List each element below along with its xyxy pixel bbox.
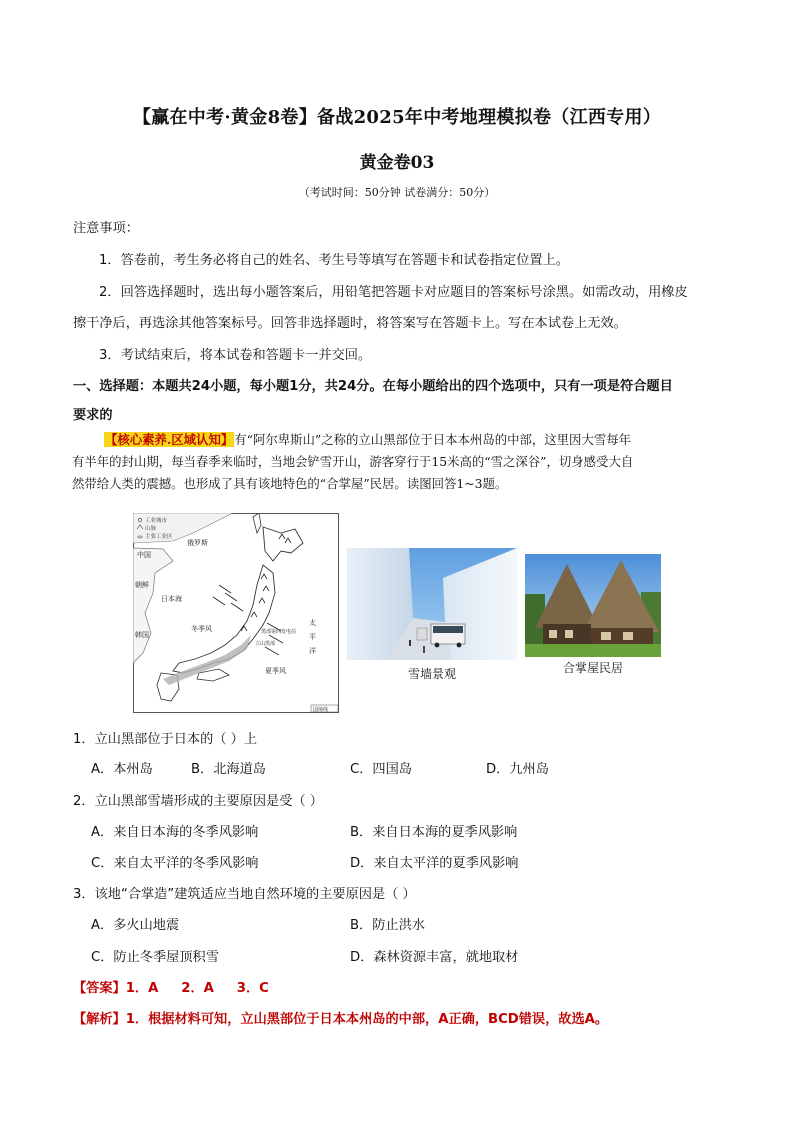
japan-map [133, 513, 339, 713]
answer-label: 【答案】 [73, 981, 126, 996]
label-winter-monsoon: 冬季风 [191, 625, 212, 633]
label-china: 中国 [137, 551, 151, 559]
page-title: 【赢在中考·黄金8卷】备战2025年中考地理模拟卷（江西专用） [132, 107, 662, 128]
q1-option-c: C．四国岛 [350, 762, 412, 777]
question-2-stem: 2．立山黑部雪墙形成的主要原因是受（ ） [73, 794, 323, 809]
label-korea-n: 朝鲜 [135, 581, 149, 589]
q3-option-d: D．森林资源丰富，就地取材 [350, 950, 519, 965]
exam-info: （考试时间：50分钟 试卷满分：50分） [298, 186, 496, 199]
legend-mountain: 山脉 [145, 526, 157, 532]
label-russia: 俄罗斯 [187, 539, 208, 547]
label-pacific-2: 平 [309, 633, 316, 641]
section-heading: 一、选择题：本题共24小题，每小题1分，共24分。在每小题给出的四个选项中，只有一项是符合题目 [73, 379, 673, 394]
notes-heading: 注意事项： [73, 221, 139, 236]
label-korea-s: 韩国 [135, 631, 149, 639]
note-item-2: 2．回答选择题时，选出每小题答案后，用铅笔把答题卡对应题目的答案标号涂黑。如需改动，用橡皮 [99, 285, 688, 300]
label-dam: 黑部第四发电站 [261, 629, 297, 635]
note-item-1: 1．答卷前，考生务必将自己的姓名、考生号等填写在答题卡和试卷指定位置上。 [99, 253, 569, 268]
q1-option-a: A．本州岛 [91, 762, 153, 777]
q3-option-b: B．防止洪水 [350, 918, 425, 933]
analysis-block [73, 1008, 608, 1027]
q2-option-a: A．来自日本海的冬季风影响 [91, 825, 259, 840]
analysis-text-b: A正确，BCD错误，故选A。 [438, 1012, 609, 1027]
label-pacific-1: 太 [309, 619, 316, 627]
q1-option-b: B．北海道岛 [191, 762, 266, 777]
page-subtitle: 黄金卷03 [359, 153, 435, 173]
q2-option-d: D．来自太平洋的夏季风影响 [350, 856, 519, 871]
gassho-house-photo [525, 554, 661, 657]
snow-wall-caption: 雪墙景观 [407, 667, 456, 681]
analysis-label: 【解析】 [73, 1012, 126, 1027]
material-line-2: 有半年的封山期，每当春季来临时，当地会铲雪开山，游客穿行于15米高的“雪之深谷”，切身感受大自 [72, 454, 634, 469]
core-literacy-tag: 【核心素养.区域认知】 [105, 432, 234, 447]
note-item-3: 3．考试结束后，将本试卷和答题卡一并交回。 [99, 348, 372, 363]
q1-option-d: D．九州岛 [486, 762, 549, 777]
answer-block [73, 977, 269, 996]
analysis-text-a: 1．根据材料可知，立山黑部位于日本本州岛的中部， [125, 1012, 439, 1027]
note-item-2-cont: 擦干净后，再选涂其他答案标号。回答非选择题时，将答案写在答题卡上。写在本试卷上无效。 [73, 316, 627, 331]
snow-wall-photo [347, 548, 517, 660]
q3-option-c: C．防止冬季屋顶积雪 [91, 950, 219, 965]
label-tateyama: 立山黑部 [255, 641, 276, 647]
gassho-house-caption: 合掌屋民居 [562, 661, 623, 675]
q2-option-c: C．来自太平洋的冬季风影响 [91, 856, 259, 871]
section-heading-cont: 要求的 [73, 408, 113, 423]
question-3-stem: 3．该地“合掌造”建筑适应当地自然环境的主要原因是（ ） [73, 887, 416, 902]
label-summer-monsoon: 夏季风 [265, 667, 286, 675]
label-pacific-3: 洋 [309, 647, 316, 655]
material-line-1: 有“阿尔卑斯山”之称的立山黑部位于日本本州岛的中部，这里因大雪每年 [234, 432, 632, 447]
question-1-stem: 1．立山黑部位于日本的（ ）上 [73, 732, 258, 747]
q2-option-b: B．来自日本海的夏季风影响 [350, 825, 518, 840]
answer-text: 1．A 2．A 3．C [125, 981, 269, 996]
q3-option-a: A．多火山地震 [91, 918, 180, 933]
material-line-3: 然带给人类的震撼。也形成了具有该地特色的“合掌屋”民居。读图回答1~3题。 [72, 476, 508, 491]
legend-industry: 主要工业区 [145, 534, 173, 540]
label-corner: 国境线 [313, 707, 329, 713]
legend-city: 工业城市 [145, 518, 168, 524]
label-sea-japan: 日本海 [161, 595, 182, 603]
